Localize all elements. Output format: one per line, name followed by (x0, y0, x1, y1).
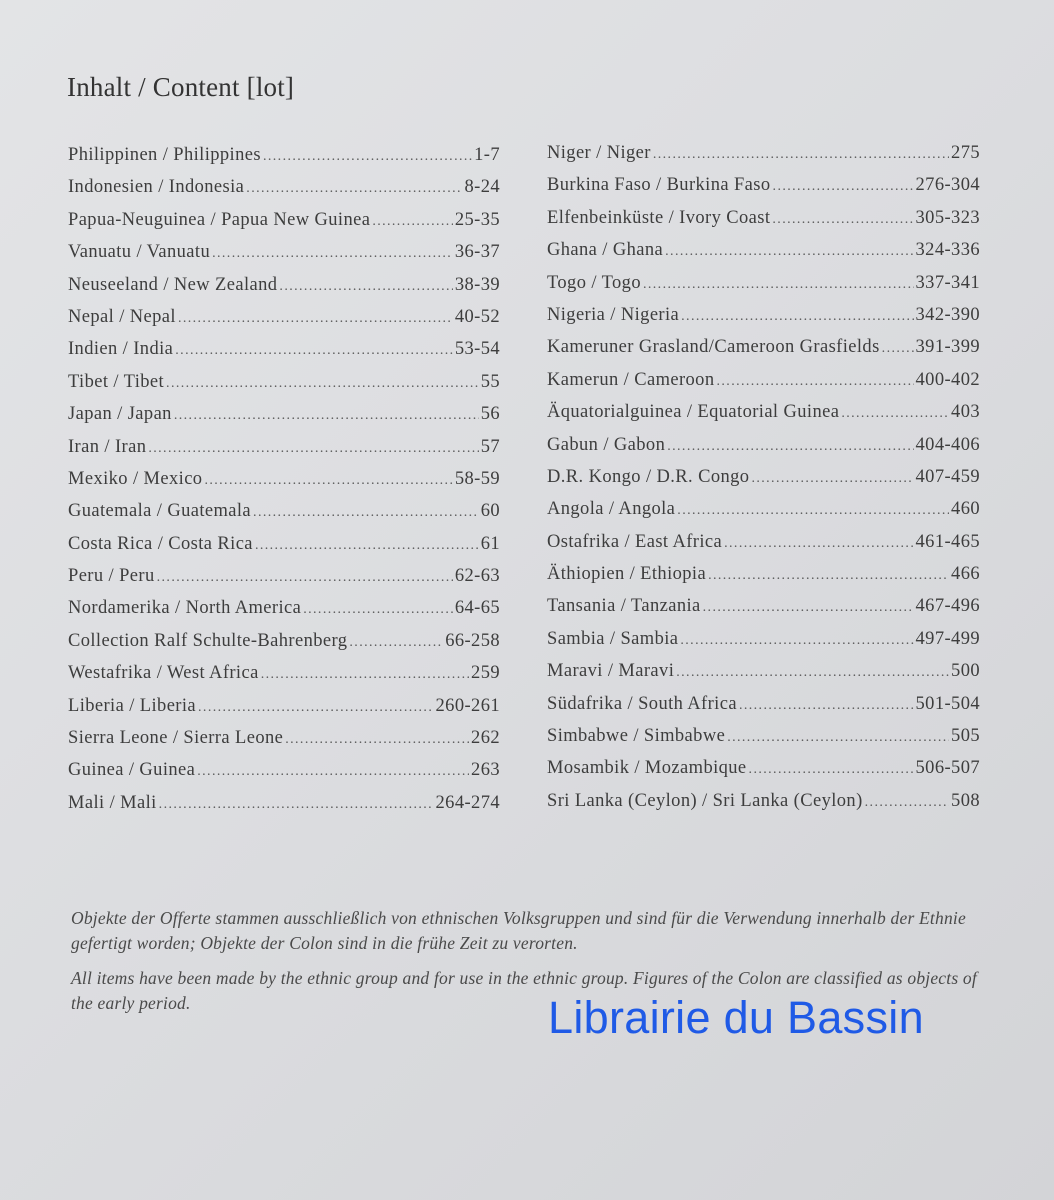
toc-entry-label: Indien / India (68, 339, 174, 360)
toc-entry (547, 499, 980, 531)
toc-entry-pages: 276-304 (915, 175, 980, 196)
toc-right-column (547, 143, 980, 823)
toc-entry-label: Südafrika / South Africa (547, 693, 737, 714)
toc-entry-label: Burkina Faso / Burkina Faso (547, 175, 771, 196)
toc-entry-pages: 53-54 (454, 339, 500, 360)
toc-entry (547, 240, 980, 272)
dot-leader (212, 246, 453, 262)
toc-entry-label: Peru / Peru (68, 566, 155, 587)
toc-entry-label: Indonesien / Indonesia (68, 177, 245, 198)
toc-entry-pages: 305-323 (915, 207, 980, 228)
toc-entry-pages: 64-65 (454, 598, 500, 619)
dot-leader (175, 343, 453, 359)
toc-entry-label: Mali / Mali (68, 792, 157, 813)
toc-entry-label: Collection Ralf Schulte-Bahrenberg (68, 630, 348, 651)
toc-entry-pages: 25-35 (454, 209, 500, 230)
toc-entry-pages: 506-507 (915, 758, 980, 779)
toc-entry-label: Angola / Angola (547, 499, 676, 520)
toc-entry-pages: 55 (480, 371, 500, 392)
toc-entry-pages: 1-7 (474, 145, 500, 165)
dot-leader (724, 536, 913, 552)
toc-entry (68, 566, 500, 598)
toc-entry-label: Ghana / Ghana (547, 240, 664, 261)
toc-entry-pages: 66-258 (445, 630, 500, 651)
toc-entry (547, 791, 980, 823)
toc-entry (68, 728, 500, 760)
toc-entry-label: Gabun / Gabon (547, 434, 666, 455)
toc-entry-pages: 500 (951, 661, 980, 682)
dot-leader (727, 730, 949, 746)
toc-entry-pages: 505 (951, 726, 980, 747)
toc-entry-pages: 391-399 (915, 337, 980, 358)
toc-entry-pages: 466 (951, 564, 980, 585)
toc-entry-pages: 262 (471, 728, 500, 749)
dot-leader (349, 635, 443, 651)
toc-entry-pages: 36-37 (454, 242, 500, 263)
toc-entry-pages: 56 (480, 404, 500, 425)
dot-leader (841, 406, 949, 422)
toc-entry-pages: 508 (951, 790, 980, 811)
dot-leader (665, 244, 913, 260)
toc-entry-label: Guatemala / Guatemala (68, 501, 252, 522)
toc-entry (68, 339, 500, 371)
toc-entry-label: Äquatorialguinea / Equatorial Guinea (547, 402, 840, 423)
dot-leader (643, 277, 914, 293)
toc-entry-label: Neuseeland / New Zealand (68, 274, 278, 295)
dot-leader (717, 374, 914, 390)
toc-entry-pages: 8-24 (464, 177, 500, 198)
toc-entry (547, 273, 980, 305)
dot-leader (178, 311, 453, 327)
dot-leader (174, 408, 479, 424)
toc-entry-pages: 467-496 (915, 596, 980, 617)
toc-entry (68, 534, 500, 566)
toc-entry (547, 175, 980, 207)
toc-entry-label: D.R. Kongo / D.R. Congo (547, 466, 750, 487)
dot-leader (261, 667, 469, 683)
watermark-text: Librairie du Bassin (548, 992, 924, 1043)
toc-entry (68, 598, 500, 630)
dot-leader (667, 439, 913, 455)
dot-leader (303, 602, 453, 618)
toc-entry (547, 305, 980, 337)
toc-entry-label: Mosambik / Mozambique (547, 758, 747, 779)
toc-entry (547, 726, 980, 758)
toc-entry (547, 370, 980, 402)
toc-entry-label: Kameruner Grasland/Cameroon Grasfields (547, 337, 880, 358)
toc-entry (547, 435, 980, 467)
toc-entry-pages: 264-274 (435, 792, 500, 813)
toc-entry-pages: 407-459 (915, 466, 980, 487)
toc-entry-label: Papua-Neuguinea / Papua New Guinea (68, 209, 371, 230)
toc-entry-label: Niger / Niger (547, 143, 651, 163)
dot-leader (159, 797, 434, 813)
toc-entry-label: Äthiopien / Ethiopia (547, 564, 707, 585)
dot-leader (677, 503, 949, 519)
note-german: Objekte der Offerte stammen ausschließlich von ethnischen Volksgruppen und sind für die Verwendung innerhalb der Ethnie gefertigt worden; Objekte der Colon sind in die frühe Zeit zu verorten. (71, 908, 966, 953)
toc-entry-pages: 40-52 (454, 306, 500, 327)
toc-entry-pages: 461-465 (915, 531, 980, 552)
dot-leader (773, 179, 914, 195)
toc-entry (68, 631, 500, 663)
dot-leader (285, 732, 469, 748)
toc-entry-label: Mexiko / Mexico (68, 468, 203, 489)
dot-leader (772, 212, 913, 228)
toc-entry (547, 532, 980, 564)
toc-entry-label: Sambia / Sambia (547, 628, 679, 649)
dot-leader (246, 181, 462, 197)
toc-entry (68, 242, 500, 274)
dot-leader (372, 214, 453, 230)
toc-entry (547, 758, 980, 790)
toc-entry (547, 694, 980, 726)
toc-entry (68, 501, 500, 533)
dot-leader (253, 505, 479, 521)
toc-entry (68, 372, 500, 404)
toc-entry-label: Guinea / Guinea (68, 760, 196, 781)
toc-entry-label: Maravi / Maravi (547, 661, 675, 682)
note-english: All items have been made by the ethnic group and for use in the ethnic group. Figures of the Colon are classified as objects of the early period. (71, 968, 977, 1013)
toc-entry-pages: 324-336 (915, 240, 980, 261)
toc-left-column (68, 145, 500, 825)
toc-entry-label: Nordamerika / North America (68, 598, 302, 619)
toc-entry-pages: 263 (471, 760, 500, 781)
toc-entry-pages: 342-390 (915, 304, 980, 325)
toc-entry-pages: 403 (951, 402, 980, 423)
toc-entry (68, 210, 500, 242)
toc-entry-pages: 337-341 (915, 272, 980, 293)
toc-entry (68, 275, 500, 307)
toc-entry (68, 696, 500, 728)
toc-entry (68, 437, 500, 469)
dot-leader (865, 795, 949, 811)
toc-entry-pages: 460 (951, 499, 980, 520)
dot-leader (157, 570, 453, 586)
toc-entry (68, 177, 500, 209)
toc-entry-pages: 38-39 (454, 274, 500, 295)
toc-entry (547, 208, 980, 240)
toc-entry-label: Sri Lanka (Ceylon) / Sri Lanka (Ceylon) (547, 790, 863, 811)
toc-entry (547, 629, 980, 661)
dot-leader (676, 665, 949, 681)
toc-entry (547, 337, 980, 369)
toc-entry-pages: 275 (951, 143, 980, 163)
dot-leader (708, 568, 949, 584)
toc-entry-label: Ostafrika / East Africa (547, 531, 723, 552)
toc-entry-label: Togo / Togo (547, 272, 641, 293)
toc-entry-pages: 62-63 (454, 566, 500, 587)
toc-entry-label: Sierra Leone / Sierra Leone (68, 728, 284, 749)
toc-entry (68, 469, 500, 501)
dot-leader (204, 473, 452, 489)
toc-entry-pages: 61 (480, 533, 500, 554)
toc-entry-pages: 58-59 (454, 468, 500, 489)
dot-leader (703, 600, 914, 616)
toc-entry (68, 760, 500, 792)
toc-entry (547, 402, 980, 434)
toc-entry-label: Liberia / Liberia (68, 695, 197, 716)
dot-leader (255, 538, 479, 554)
toc-entry-pages: 400-402 (915, 369, 980, 390)
toc-entry-label: Nigeria / Nigeria (547, 304, 680, 325)
toc-entry-label: Japan / Japan (68, 404, 172, 425)
toc-entry (547, 564, 980, 596)
toc-entry-label: Kamerun / Cameroon (547, 369, 715, 390)
toc-entry (68, 793, 500, 825)
toc-entry (547, 661, 980, 693)
toc-entry (68, 663, 500, 695)
toc-entry-pages: 259 (471, 663, 500, 684)
dot-leader (263, 149, 472, 165)
toc-entry (68, 404, 500, 436)
toc-entry-label: Elfenbeinküste / Ivory Coast (547, 207, 771, 228)
toc-entry (68, 145, 500, 177)
toc-entry-label: Nepal / Nepal (68, 306, 176, 327)
toc-entry-label: Simbabwe / Simbabwe (547, 726, 726, 747)
toc-entry-label: Vanuatu / Vanuatu (68, 242, 211, 263)
page-title: Inhalt / Content [lot] (67, 72, 295, 102)
toc-entry (547, 596, 980, 628)
toc-entry (68, 307, 500, 339)
toc-entry-label: Iran / Iran (68, 436, 147, 457)
dot-leader (751, 471, 913, 487)
toc-entry-pages: 57 (480, 436, 500, 457)
toc-entry (547, 467, 980, 499)
toc-entry-label: Tibet / Tibet (68, 371, 165, 392)
toc-entry-pages: 60 (480, 501, 500, 522)
dot-leader (749, 762, 914, 778)
toc-entry-pages: 497-499 (915, 628, 980, 649)
toc-entry-label: Westafrika / West Africa (68, 663, 259, 684)
dot-leader (882, 341, 914, 357)
toc-entry (547, 143, 980, 175)
dot-leader (680, 633, 913, 649)
toc-entry-label: Costa Rica / Costa Rica (68, 533, 253, 554)
dot-leader (739, 698, 914, 714)
toc-entry-label: Tansania / Tanzania (547, 596, 701, 617)
dot-leader (279, 279, 452, 295)
toc-entry-pages: 260-261 (435, 695, 500, 716)
dot-leader (681, 309, 913, 325)
dot-leader (198, 700, 434, 716)
dot-leader (166, 376, 479, 392)
dot-leader (653, 147, 949, 163)
dot-leader (197, 764, 469, 780)
toc-entry-pages: 501-504 (915, 693, 980, 714)
toc-entry-label: Philippinen / Philippines (68, 145, 261, 165)
dot-leader (148, 441, 478, 457)
toc-entry-pages: 404-406 (915, 434, 980, 455)
